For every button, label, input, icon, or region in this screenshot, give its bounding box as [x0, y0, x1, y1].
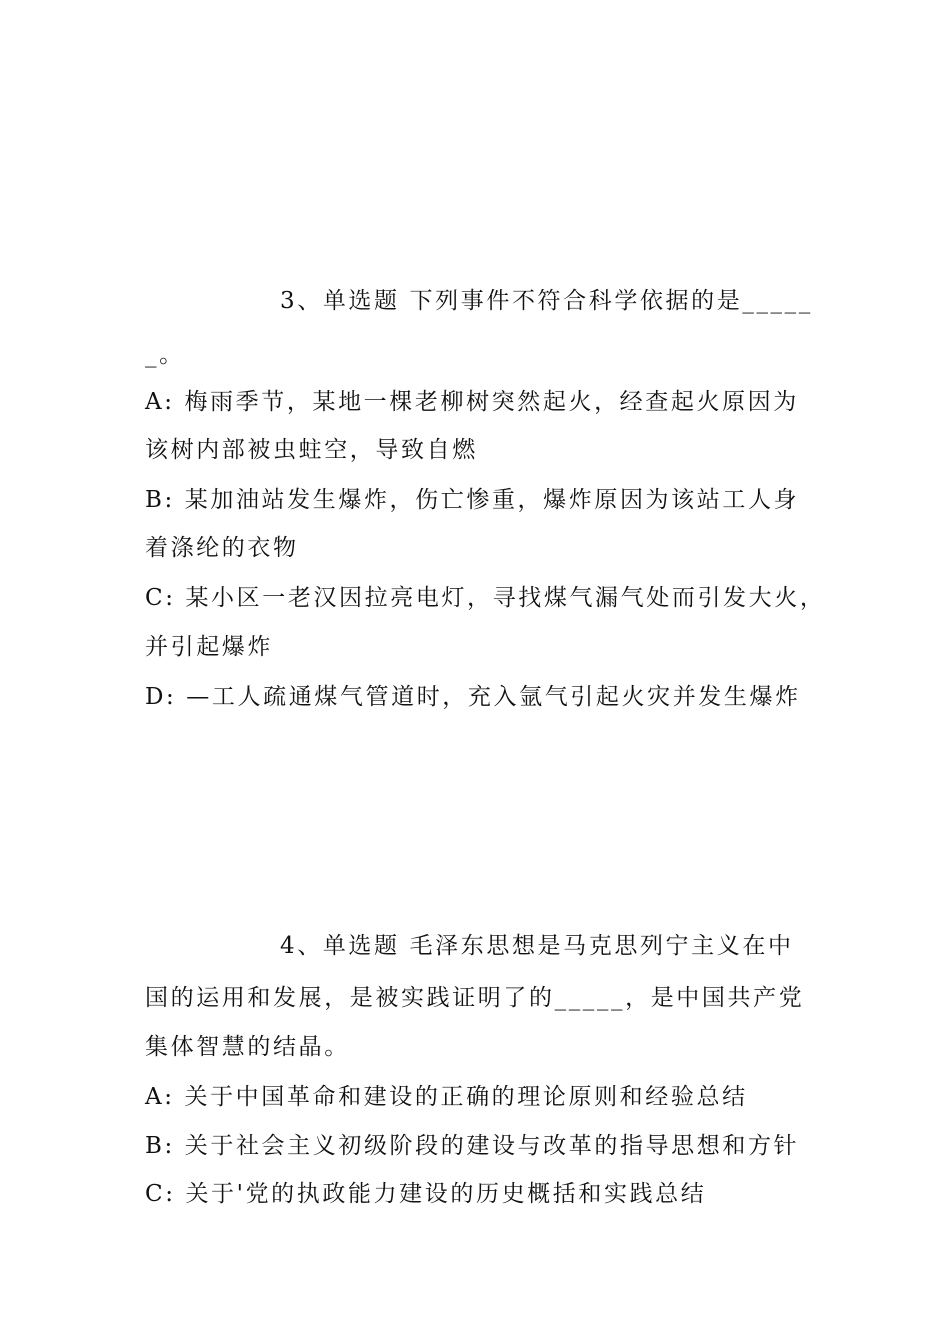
question-3-option-c-line-2: 并引起爆炸 — [145, 634, 273, 660]
question-3-stem-line-1: 3、单选题 下列事件不符合科学依据的是_____ — [280, 288, 813, 314]
question-3-option-c-line-1: C: 某小区一老汉因拉亮电灯，寻找煤气漏气处而引发大火， — [145, 585, 826, 611]
question-4-stem-line-2: 国的运用和发展，是被实践证明了的_____，是中国共产党 — [145, 985, 805, 1011]
question-4-stem-line-1: 4、单选题 毛泽东思想是马克思列宁主义在中 — [280, 933, 794, 959]
question-4-stem-line-3: 集体智慧的结晶。 — [145, 1034, 350, 1060]
question-3-option-a-line-1: A: 梅雨季节，某地一棵老柳树突然起火，经查起火原因为 — [145, 389, 799, 415]
question-3-option-d-line-1: D: —工人疏通煤气管道时，充入氩气引起火灾并发生爆炸 — [145, 684, 801, 710]
question-4-option-a-line-1: A: 关于中国革命和建设的正确的理论原则和经验总结 — [145, 1084, 748, 1110]
question-4-option-c-line-1: C: 关于'党的执政能力建设的历史概括和实践总结 — [145, 1181, 707, 1207]
question-3-option-b-line-2: 着涤纶的衣物 — [145, 535, 299, 561]
question-3-option-a-line-2: 该树内部被虫蛀空，导致自燃 — [145, 437, 478, 463]
question-4-option-b-line-1: B: 关于社会主义初级阶段的建设与改革的指导思想和方针 — [145, 1133, 800, 1159]
question-3-option-b-line-1: B: 某加油站发生爆炸，伤亡惨重，爆炸原因为该站工人身 — [145, 487, 800, 513]
question-3-stem-line-2: _。 — [145, 342, 185, 368]
